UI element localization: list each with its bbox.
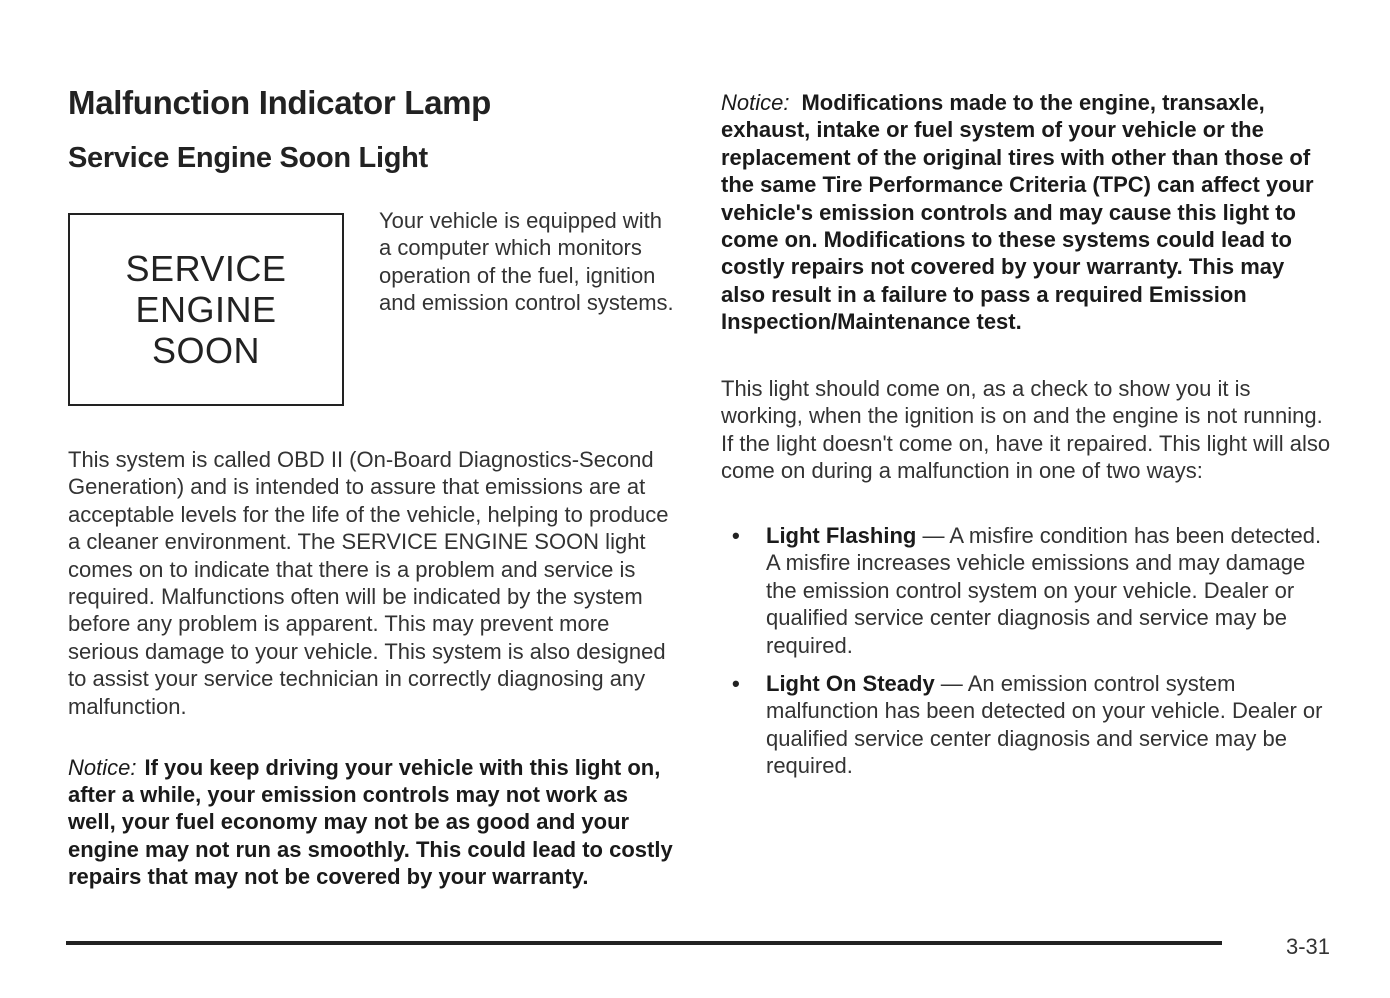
page-number: 3-31 (1286, 934, 1331, 959)
notice-driving (68, 754, 680, 890)
notice-modifications (721, 89, 1331, 336)
bullet-icon: • (732, 671, 740, 697)
intro-paragraph: Your vehicle is equipped with a computer which monitors operation of the fuel, ignition and emission control systems. (379, 208, 674, 316)
bullet-term: Light On Steady (766, 671, 935, 697)
notice-label: Notice: (721, 90, 790, 115)
bullet-term: Light Flashing (766, 523, 917, 548)
check-paragraph: This light should come on, as a check to show you it is working, when the ignition is on and the engine is not running. If the light doesn't come on, have it repaired. This light will also come on during a malfunction in one of two ways: (721, 376, 1331, 484)
footer-divider (66, 941, 1222, 945)
page-title: Malfunction Indicator Lamp (68, 84, 492, 121)
bullet-icon: • (732, 523, 740, 548)
symbol-line-engine: ENGINE (135, 289, 277, 330)
notice-label: Notice: (68, 755, 137, 780)
list-item (730, 670, 1330, 780)
section-title: Service Engine Soon Light (68, 142, 428, 174)
bullet-text: — An emission control system malfunction has been detected on your vehicle. Dealer or qualified service center diagnosis and service may be required. (766, 671, 1323, 779)
symbol-line-service: SERVICE (125, 248, 287, 289)
malfunction-modes-list (730, 522, 1330, 791)
symbol-line-soon: SOON (151, 330, 260, 371)
list-item (730, 522, 1330, 659)
obd-paragraph: This system is called OBD II (On-Board Diagnostics-Second Generation) and is intended to assure that emissions are at acceptable levels for the life of the vehicle, helping to produce a cleaner environment. The SERVICE ENGINE SOON light comes on to indicate that there is a problem and service is required. Malfunctions often will be indicated by the system before any problem is apparent. This may prevent more serious damage to your vehicle. This system is also designed to assist your service technician in correctly diagnosing any malfunction. (68, 447, 669, 719)
bullet-text: — A misfire condition has been detected. A misfire increases vehicle emissions and may damage the emission control system on your vehicle. Dealer or qualified service center diagnosis and service may be required. (766, 523, 1322, 658)
notice-text: Modifications made to the engine, transaxle, exhaust, intake or fuel system of your vehicle or the replacement of the original tires with other than those of the same Tire Performance Criteria (TPC) can affect your vehicle's emission controls and may cause this light to come on. Modifications to these systems could lead to costly repairs not covered by your warranty. This may also result in a failure to pass a required Emission Inspection/Maintenance test. (721, 90, 1314, 335)
notice-text: If you keep driving your vehicle with this light on, after a while, your emission controls may not work as well, your fuel economy may not be as good and your engine may not run as smoothly. This could lead to costly repairs that may not be covered by your warranty. (68, 755, 673, 889)
service-engine-soon-symbol (68, 213, 344, 406)
